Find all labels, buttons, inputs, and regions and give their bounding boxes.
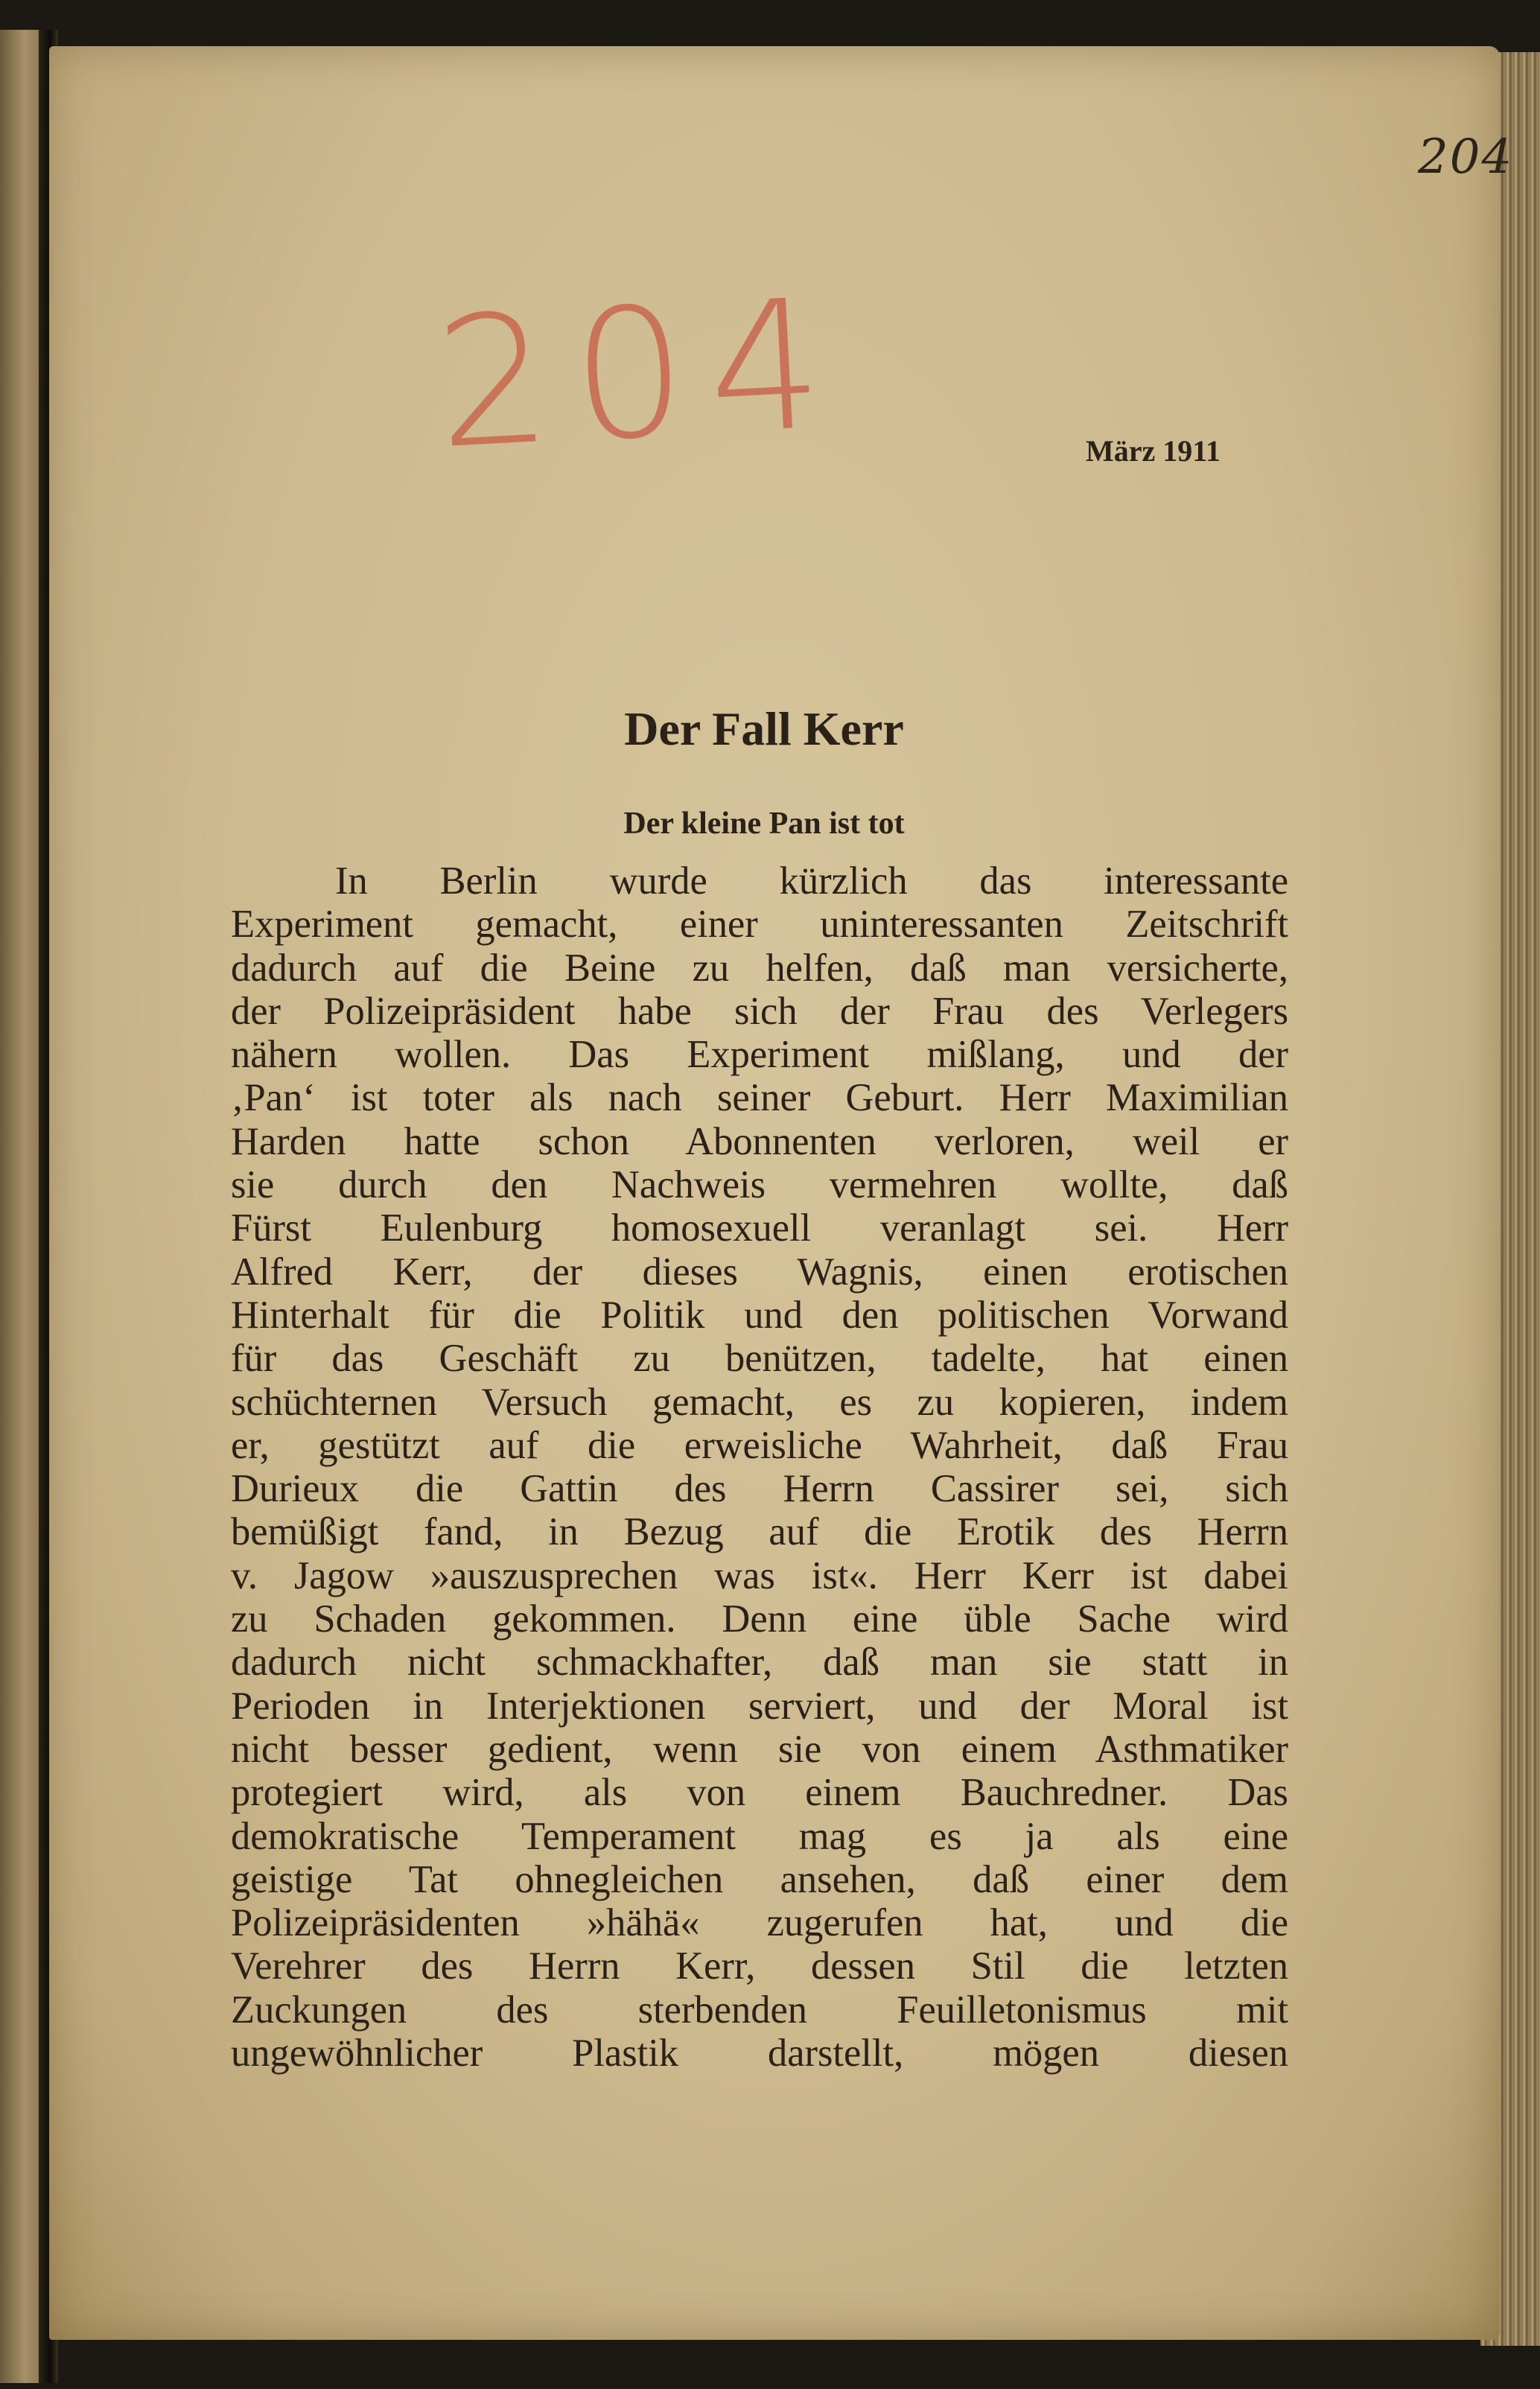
body-line: schüchternen Versuch gemacht, es zu kopieren, indem: [231, 1380, 1288, 1424]
body-line: nähern wollen. Das Experiment mißlang, und der: [231, 1033, 1288, 1077]
body-line: ungewöhnlicher Plastik darstellt, mögen diesen: [231, 2032, 1288, 2075]
body-line: In Berlin wurde kürzlich das interessante: [335, 859, 1288, 903]
body-line: ‚Pan‘ ist toter als nach seiner Geburt. Herr Maximilian: [231, 1076, 1288, 1120]
body-line: sie durch den Nachweis vermehren wollte, daß: [231, 1163, 1288, 1207]
body-line: Perioden in Interjektionen serviert, und der Moral ist: [231, 1684, 1288, 1728]
body-line: bemüßigt fand, in Bezug auf die Erotik des Herrn: [231, 1510, 1288, 1554]
body-line: zu Schaden gekommen. Denn eine üble Sache wird: [231, 1597, 1288, 1641]
body-line: nicht besser gedient, wenn sie von einem Asthmatiker: [231, 1727, 1288, 1771]
body-line: für das Geschäft zu benützen, tadelte, hat einen: [231, 1337, 1288, 1381]
body-line: er, gestützt auf die erweisliche Wahrheit, daß Frau: [231, 1423, 1288, 1467]
body-line: Zuckungen des sterbenden Feuilletonismus mit: [231, 1988, 1288, 2032]
body-line: Harden hatte schon Abonnenten verloren, weil er: [231, 1119, 1288, 1163]
body-line: Polizeipräsidenten »hähä« zugerufen hat, und die: [231, 1901, 1288, 1945]
body-line: der Polizeipräsident habe sich der Frau des Verlegers: [231, 989, 1288, 1033]
article-body: [231, 859, 1288, 2075]
body-line: Fürst Eulenburg homosexuell veranlagt sei. Herr: [231, 1206, 1288, 1250]
article-subtitle: Der kleine Pan ist tot: [623, 807, 905, 841]
body-line: Verehrer des Herrn Kerr, dessen Stil die letzten: [231, 1944, 1288, 1988]
body-line: dadurch nicht schmackhafter, daß man sie statt in: [231, 1641, 1288, 1685]
body-line: Hinterhalt für die Politik und den politischen Vorwand: [231, 1293, 1288, 1337]
red-pencil-number: 204: [431, 258, 850, 489]
article-title: Der Fall Kerr: [624, 702, 904, 755]
body-line: dadurch auf die Beine zu helfen, daß man versicherte,: [231, 946, 1288, 990]
facing-page-edge: [0, 30, 45, 2383]
date-heading: März 1911: [1086, 434, 1221, 468]
handwritten-page-number: 204: [1418, 130, 1514, 185]
body-line: geistige Tat ohnegleichen ansehen, daß einer dem: [231, 1857, 1288, 1901]
body-line: protegiert wird, als von einem Bauchredner. Das: [231, 1771, 1288, 1815]
body-line: demokratische Temperament mag es ja als eine: [231, 1814, 1288, 1858]
body-line: Durieux die Gattin des Herrn Cassirer sei, sich: [231, 1467, 1288, 1511]
body-line: Alfred Kerr, der dieses Wagnis, einen erotischen: [231, 1250, 1288, 1294]
body-line: v. Jagow »auszusprechen was ist«. Herr Kerr ist dabei: [231, 1553, 1288, 1597]
page-sheet: [49, 46, 1514, 2340]
body-line: Experiment gemacht, einer uninteressanten Zeitschrift: [231, 903, 1288, 947]
